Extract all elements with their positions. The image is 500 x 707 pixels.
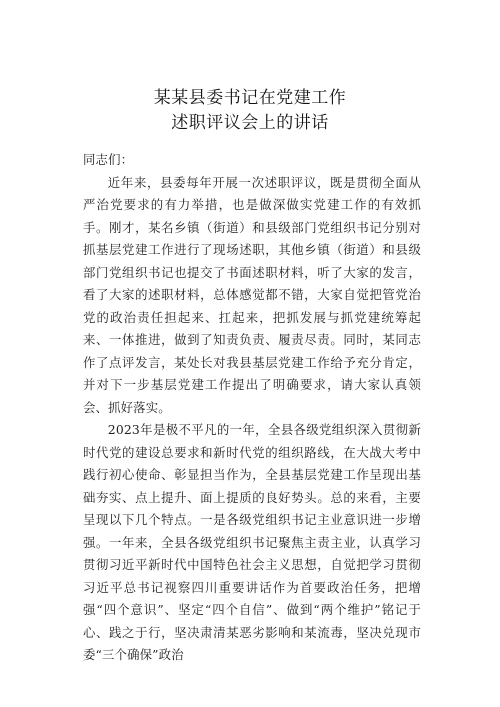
document-body [83, 149, 421, 667]
salutation: 同志们： [83, 152, 134, 167]
document-title [0, 86, 500, 136]
title-line-2: 述职评议会上的讲话 [171, 113, 329, 133]
paragraph-2: 2023年是极不平凡的一年，全县各级党组织深入贯彻新时代党的建设总要求和新时代党的组织路线，在大战大考中践行初心使命、彰显担当作为，全县基层党建工作呈现出基础夯实、点上提升、面上提质的良好势头。总的来看，主要呈现以下几个特点。一是各级党组织书记主业意识进一步增强。一年来，全县各级党组织书记聚焦主责主业，认真学习贯彻习近平新时代中国特色社会主义思想，自觉把学习贯彻习近平总书记视察四川重要讲话作为首要政治任务，把增强“四个意识”、坚定“四个自信”、做到“两个维护”铭记于心、践之于行，坚决肃清某恶劣影响和某流毒，坚决兑现市委“三个确保”政治 [83, 422, 421, 662]
title-line-1: 某某县委书记在党建工作 [153, 88, 347, 108]
paragraph-1: 近年来，县委每年开展一次述职评议，既是贯彻全面从严治党要求的有力举措，也是做深做实党建工作的有效抓手。刚才，某名乡镇（街道）和县级部门党组织书记分别对抓基层党建工作进行了现场述职，其他乡镇（街道）和县级部门党组织书记也提交了书面述职材料，听了大家的发言，看了大家的述职材料，总体感觉都不错，大家自觉把管党治党的政治责任担起来、扛起来，把抓发展与抓党建统筹起来、一体推进，做到了知责负责、履责尽责。同时，某同志作了点评发言，某处长对我县基层党建工作给予充分肯定，并对下一步基层党建工作提出了明确要求，请大家认真领会、抓好落实。 [83, 174, 421, 415]
